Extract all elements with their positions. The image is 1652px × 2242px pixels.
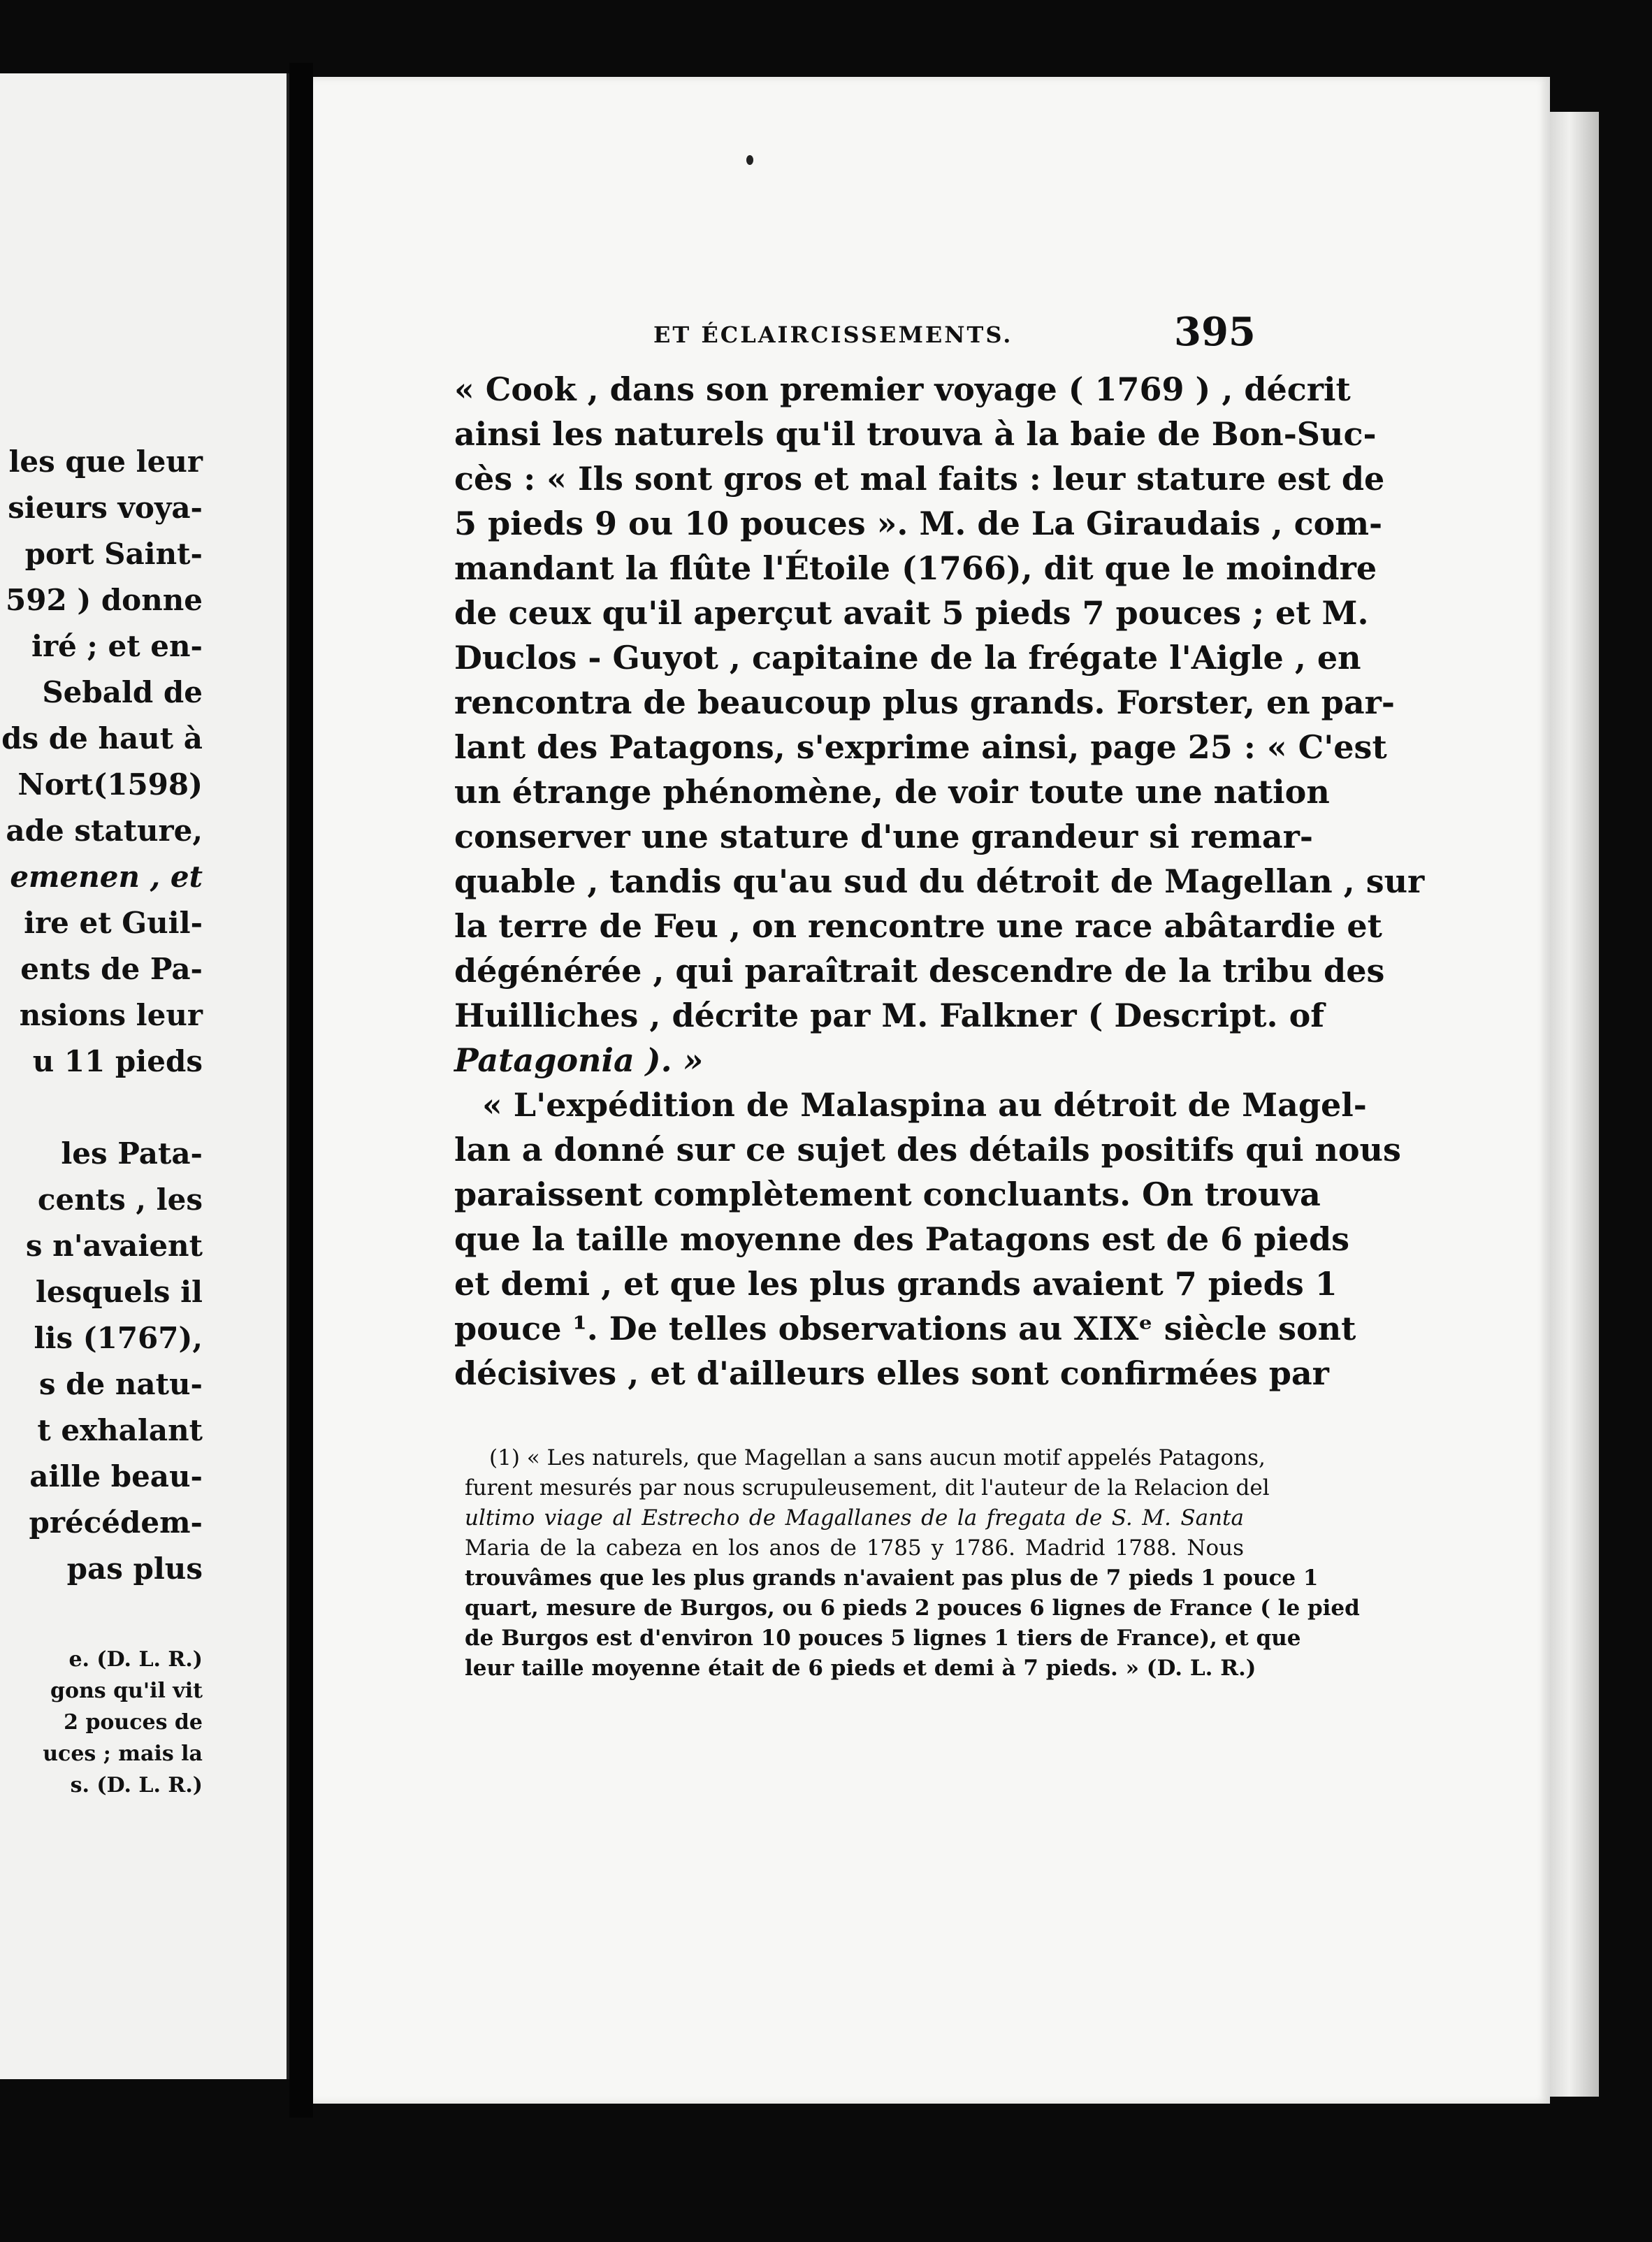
page-number: 395 <box>1174 309 1256 355</box>
left-text-line: iré ; et en- <box>31 629 203 663</box>
left-text-line: lis (1767), <box>34 1321 203 1355</box>
left-text-line: précédem- <box>29 1505 203 1540</box>
left-footnote-line: uces ; mais la <box>43 1742 203 1766</box>
footnote-line: (1) « Les naturels, que Magellan a sans aucun motif appelés Patagons, <box>489 1445 1266 1470</box>
left-page <box>0 73 289 2079</box>
left-text-line: les Pata- <box>61 1136 203 1171</box>
body-line: quable , tandis qu'au sud du détroit de Magellan , sur <box>454 862 1425 900</box>
ink-mark <box>746 155 753 165</box>
left-text-line: aille beau- <box>29 1459 203 1494</box>
footnote-line: ultimo viage al Estrecho de Magallanes de la fregata de S. M. Santa <box>465 1505 1244 1531</box>
body-line: de ceux qu'il aperçut avait 5 pieds 7 pouces ; et M. <box>454 594 1369 632</box>
left-footnote-line: s. (D. L. R.) <box>70 1773 203 1798</box>
footnote-line: leur taille moyenne était de 6 pieds et demi à 7 pieds. » (D. L. R.) <box>465 1656 1256 1681</box>
body-line: la terre de Feu , on rencontre une race abâtardie et <box>454 907 1382 945</box>
running-head: ET ÉCLAIRCISSEMENTS. <box>653 321 1013 348</box>
left-footnote-line: e. (D. L. R.) <box>68 1647 203 1672</box>
body-line: décisives , et d'ailleurs elles sont confirmées par <box>454 1354 1329 1392</box>
footnote-line: de Burgos est d'environ 10 pouces 5 lignes 1 tiers de France), et que <box>465 1626 1301 1651</box>
left-text-line: lesquels il <box>35 1275 203 1309</box>
left-text-line: s de natu- <box>38 1367 203 1401</box>
left-text-line: s n'avaient <box>25 1229 203 1263</box>
left-text-line: u 11 pieds <box>32 1044 203 1078</box>
left-text-line: cents , les <box>37 1183 203 1217</box>
body-line: « Cook , dans son premier voyage ( 1769 ) , décrit <box>454 370 1351 408</box>
left-text-line: Nort(1598) <box>17 767 203 802</box>
body-line: paraissent complètement concluants. On trouva <box>454 1176 1321 1213</box>
left-text-line: sieurs voya- <box>8 491 203 525</box>
body-line: que la taille moyenne des Patagons est de 6 pieds <box>454 1220 1350 1258</box>
page-edge <box>1550 112 1599 2097</box>
footnote-line: Maria de la cabeza en los anos de 1785 y 1786. Madrid 1788. Nous <box>465 1535 1244 1561</box>
body-line: pouce ¹. De telles observations au XIXᵉ siècle sont <box>454 1310 1356 1347</box>
body-line: ainsi les naturels qu'il trouva à la baie de Bon-Suc- <box>454 415 1377 453</box>
body-line: 5 pieds 9 ou 10 pouces ». M. de La Giraudais , com- <box>454 505 1383 542</box>
body-line: lant des Patagons, s'exprime ainsi, page 25 : « C'est <box>454 728 1387 766</box>
left-text-line: ds de haut à <box>1 721 203 755</box>
left-text-line: les que leur <box>8 444 203 479</box>
body-line: « L'expédition de Malaspina au détroit de Magel- <box>482 1086 1367 1124</box>
body-line: conserver une stature d'une grandeur si remar- <box>454 818 1313 855</box>
body-line: dégénérée , qui paraîtrait descendre de la tribu des <box>454 952 1385 990</box>
left-text-line: t exhalant <box>37 1413 203 1447</box>
body-line: un étrange phénomène, de voir toute une nation <box>454 773 1330 811</box>
footnote-line: furent mesurés par nous scrupuleusement, dit l'auteur de la Relacion del <box>465 1475 1270 1500</box>
body-line: cès : « Ils sont gros et mal faits : leur stature est de <box>454 460 1385 498</box>
body-line: Duclos - Guyot , capitaine de la frégate l'Aigle , en <box>454 639 1361 677</box>
left-footnote-line: 2 pouces de <box>64 1710 203 1735</box>
body-line: Patagonia ). » <box>454 1041 704 1079</box>
body-line: et demi , et que les plus grands avaient 7 pieds 1 <box>454 1265 1338 1303</box>
left-text-line: ire et Guil- <box>24 906 203 940</box>
book-gutter <box>289 63 313 2118</box>
left-text-line: nsions leur <box>19 998 203 1032</box>
left-text-line: ade stature, <box>6 813 203 848</box>
left-text-line: Sebald de <box>42 675 203 709</box>
body-line: mandant la flûte l'Étoile (1766), dit que le moindre <box>454 549 1377 587</box>
body-line: lan a donné sur ce sujet des détails positifs qui nous <box>454 1131 1401 1169</box>
left-text-line: 592 ) donne <box>6 583 203 617</box>
left-text-line: emenen , et <box>10 860 203 894</box>
body-line: Huilliches , décrite par M. Falkner ( Descript. of <box>454 997 1325 1034</box>
left-text-line: pas plus <box>66 1552 203 1586</box>
body-line: rencontra de beaucoup plus grands. Forster, en par- <box>454 684 1395 721</box>
footnote-line: quart, mesure de Burgos, ou 6 pieds 2 pouces 6 lignes de France ( le pied <box>465 1596 1360 1621</box>
left-text-line: ents de Pa- <box>20 952 203 986</box>
left-text-line: port Saint- <box>24 537 203 571</box>
footnote-line: trouvâmes que les plus grands n'avaient pas plus de 7 pieds 1 pouce 1 <box>465 1565 1319 1591</box>
left-footnote-line: gons qu'il vit <box>50 1679 203 1703</box>
